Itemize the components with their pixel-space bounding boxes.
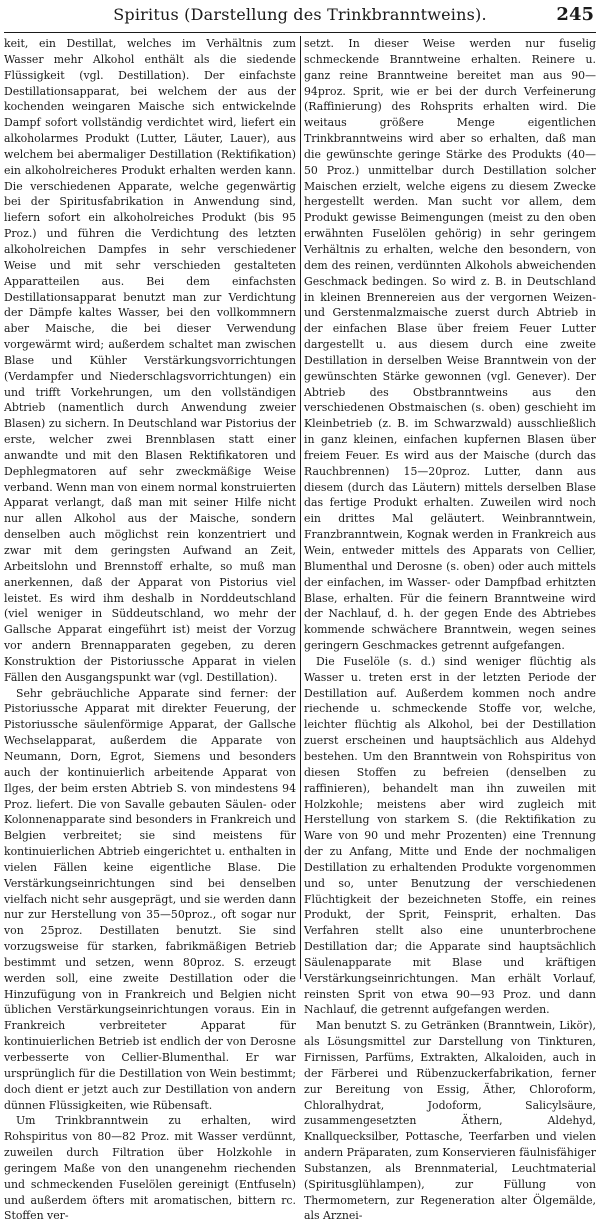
paragraph: setzt. In dieser Weise werden nur fuselig schmeckende Branntweine erhalten. Reinere u. ganz reine Branntweine bereitet man aus 90—94proz. Sprit, wie er bei der durch Verfeinerung (Raffinierung) des Rohsprits erhalten wird. Die weitaus größere Menge eigentlichen Trinkbranntweins wird aber so erhalten, daß man die gewünschte geringe Stärke des Produkts (40—50 Proz.) unmittelbar durch Destillation solcher Maischen erzielt, welche eigens zu diesem Zwecke hergestellt werden. Man sucht vor allem, dem Produkt gewisse Beimengungen (meist zu den oben erwähnten Fuselölen gehörig) in sehr geringem Verhältnis zu erhalten, welche den besondern, von dem des reinen, verdünnten Alkohols abweichenden Geschmack bedingen. So wird z. B. in Deutschland in kleinen Brennereien aus der vergornen Weizen- und Gerstenmalzmaische zuerst durch Abtrieb in der einfachen Blase über freiem Feuer Lutter dargestellt u. aus diesem durch eine zweite Destillation in derselben Weise Branntwein von der gewünschten Stärke gewonnen (vgl. Genever). Der Abtrieb des Obstbranntweins aus den verschiedenen Obstmaischen (s. oben) geschieht im Kleinbetrieb (z. B. im Schwarzwald) ausschließlich in ganz kleinen, einfachen kupfernen Blasen über freiem Feuer. Es wird aus der Maische (durch das Rauchbrennen) 15—20proz. Lutter, dann aus diesem (durch das Läutern) mittels derselben Blase das fertige Produkt erhalten. Zuweilen wird noch ein drittes Mal geläutert. Weinbranntwein, Franzbranntwein, Kognak werden in Frankreich aus Wein, entweder mittels des Apparats von Cellier, Blumenthal und Derosne (s. oben) oder auch mittels der einfachen, im Wasser- oder Dampfbad erhitzten Blase, erhalten. Für die feinern Branntweine wird der Nachlauf, d. h. der gegen Ende des Abtriebes kommende schwächere Branntwein, wegen seines geringern Geschmackes getrennt aufgefangen. [304, 37, 596, 653]
right-column [304, 36, 596, 1223]
paragraph: Man benutzt S. zu Getränken (Branntwein, Likör), als Lösungsmittel zur Darstellung von Tinkturen, Firnissen, Parfüms, Extrakten, Alkaloiden, auch in der Färberei und Rübenzuckerfabrikation, ferner zur Bereitung von Essig, Äther, Chloroform, Chloralhydrat, Jodoform, Salicylsäure, zusammengesetzten Äthern, Aldehyd, Knallquecksilber, Pottasche, Teerfarben und vielen andern Präparaten, zum Konservieren fäulnisfähiger Substanzen, als Brennmaterial, Leuchtmaterial (Spiritusglühlampen), zur Füllung von Thermometern, zur Regeneration alter Ölgemälde, als Arznei- [304, 1019, 596, 1223]
running-header [6, 0, 594, 28]
header-rule [4, 32, 596, 33]
page-number: 245 [556, 3, 594, 25]
paragraph: keit, ein Destillat, welches im Verhältnis zum Wasser mehr Alkohol enthält als die siedende Flüssigkeit (vgl. Destillation). Der einfachste Destillationsapparat, bei welchem der aus der kochenden weingaren Maische sich entwickelnde Dampf sofort vollständig verdichtet wird, liefert ein alkoholarmes Produkt (Lutter, Läuter, Lauer), aus welchem bei abermaliger Destillation (Rektifikation) ein alkoholreicheres Produkt erhalten werden kann. Die verschiedenen Apparate, welche gegenwärtig bei der Spiritusfabrikation in Anwendung sind, liefern sofort ein alkoholreiches Produkt (bis 95 Proz.) und führen die Verdichtung des letzten alkoholreichen Dampfes in sehr verschiedener Weise und mit sehr verschieden gestalteten Apparatteilen aus. Bei dem einfachsten Destillationsapparat benutzt man zur Verdichtung der Dämpfe kaltes Wasser, bei den vollkommnern aber Maische, die bei dieser Verwendung vorgewärmt wird; außerdem schaltet man zwischen Blase und Kühler Verstärkungsvorrichtungen (Verdampfer und Niederschlagsvorrichtungen) ein und trifft Vorkehrungen, um den vollständigen Abtrieb (namentlich durch Anwendung zweier Blasen) zu sichern. In Deutschland war Pistorius der erste, welcher zwei Brennblasen statt einer anwandte und mit den Blasen Rektifikatoren und Dephlegmatoren auf sehr zweckmäßige Weise verband. Wenn man von einem normal konstruierten Apparat verlangt, daß man mit seiner Hilfe nicht nur allen Alkohol aus der Maische, sondern denselben auch möglichst rein konzentriert und zwar mit dem geringsten Aufwand an Zeit, Arbeitslohn und Brennstoff erhalte, so muß man anerkennen, daß der Apparat von Pistorius viel leistet. Es wird ihm deshalb in Norddeutschland (viel weniger in Süddeutschland, wo mehr der Gallsche Apparat eingeführt ist) meist der Vorzug vor andern Brennapparaten gegeben, zu deren Konstruktion der Pistoriussche Apparat in vielen Fällen den Ausgangspunkt war (vgl. Destillation). [4, 37, 296, 684]
paragraph: Sehr gebräuchliche Apparate sind ferner: der Pistoriussche Apparat mit direkter Feuerung, der Pistoriussche säulenförmige Apparat, der Gallsche Wechselapparat, außerdem die Apparate von Neumann, Dorn, Egrot, Siemens und besonders auch der kontinuierlich arbeitende Apparat von Ilges, der beim ersten Abtrieb S. von mindestens 94 Proz. liefert. Die von Savalle gebauten Säulen- oder Kolonnenapparate sind besonders in Frankreich und Belgien verbreitet; sie sind meistens für kontinuierlichen Abtrieb eingerichtet u. enthalten in vielen Fällen keine eigentliche Blase. Die Verstärkungseinrichtungen sind bei denselben vielfach nicht sehr ausgeprägt, und sie werden dann nur zur Herstellung von 35—50proz., oft sogar nur von 25proz. Destillaten benutzt. Sie sind vorzugsweise für starken, fabrikmäßigen Betrieb bestimmt und setzen, wenn 80proz. S. erzeugt werden soll, eine zweite Destillation oder die Hinzufügung von in Frankreich und Belgien nicht üblichen Verstärkungseinrichtungen voraus. Ein in Frankreich verbreiteter Apparat für kontinuierlichen Betrieb ist endlich der von Derosne verbesserte von Cellier-Blumenthal. Er war ursprünglich für die Destillation von Wein bestimmt; doch dient er jetzt auch zur Destillation von andern dünnen Flüssigkeiten, wie Rübensaft. [4, 686, 296, 1112]
paragraph: Die Fuselöle (s. d.) sind weniger flüchtig als Wasser u. treten erst in der letzten Periode der Destillation auf. Außerdem kommen noch andre riechende u. schmeckende Stoffe vor, welche, leichter flüchtig als Alkohol, bei der Destillation zuerst erscheinen und hauptsächlich aus Aldehyd bestehen. Um den Branntwein von Rohspiritus von diesen Stoffen zu befreien (denselben zu raffinieren), behandelt man ihn zuweilen mit Holzkohle; meistens aber wird zugleich mit Herstellung von starkem S. (die Rektifikation zu Ware von 90 und mehr Prozenten) eine Trennung der zu Anfang, Mitte und Ende der nochmaligen Destillation zu erhaltenden Produkte vorgenommen und so, unter Benutzung der verschiedenen Flüchtigkeit der bezeichneten Stoffe, ein reines Produkt, der Sprit, Feinsprit, erhalten. Das Verfahren stellt also eine ununterbrochene Destillation dar; die Apparate sind hauptsächlich Säulenapparate mit Blase und kräftigen Verstärkungseinrichtungen. Man erhält Vorlauf, reinsten Sprit von etwa 90—93 Proz. und dann Nachlauf, die getrennt aufgefangen werden. [304, 654, 596, 1017]
page-title: Spiritus (Darstellung des Trinkbranntweins). [113, 4, 487, 24]
column-divider [300, 36, 301, 979]
text-columns [4, 36, 596, 1223]
left-column [4, 36, 296, 1223]
paragraph: Um Trinkbranntwein zu erhalten, wird Rohspiritus von 80—82 Proz. mit Wasser verdünnt, zuweilen durch Filtration über Holzkohle in geringem Maße von den unangenehm riechenden und schmeckenden Fuselölen gereinigt (Entfuseln) und außerdem öfters mit aromatischen, bittern rc. Stoffen ver- [4, 1114, 296, 1223]
